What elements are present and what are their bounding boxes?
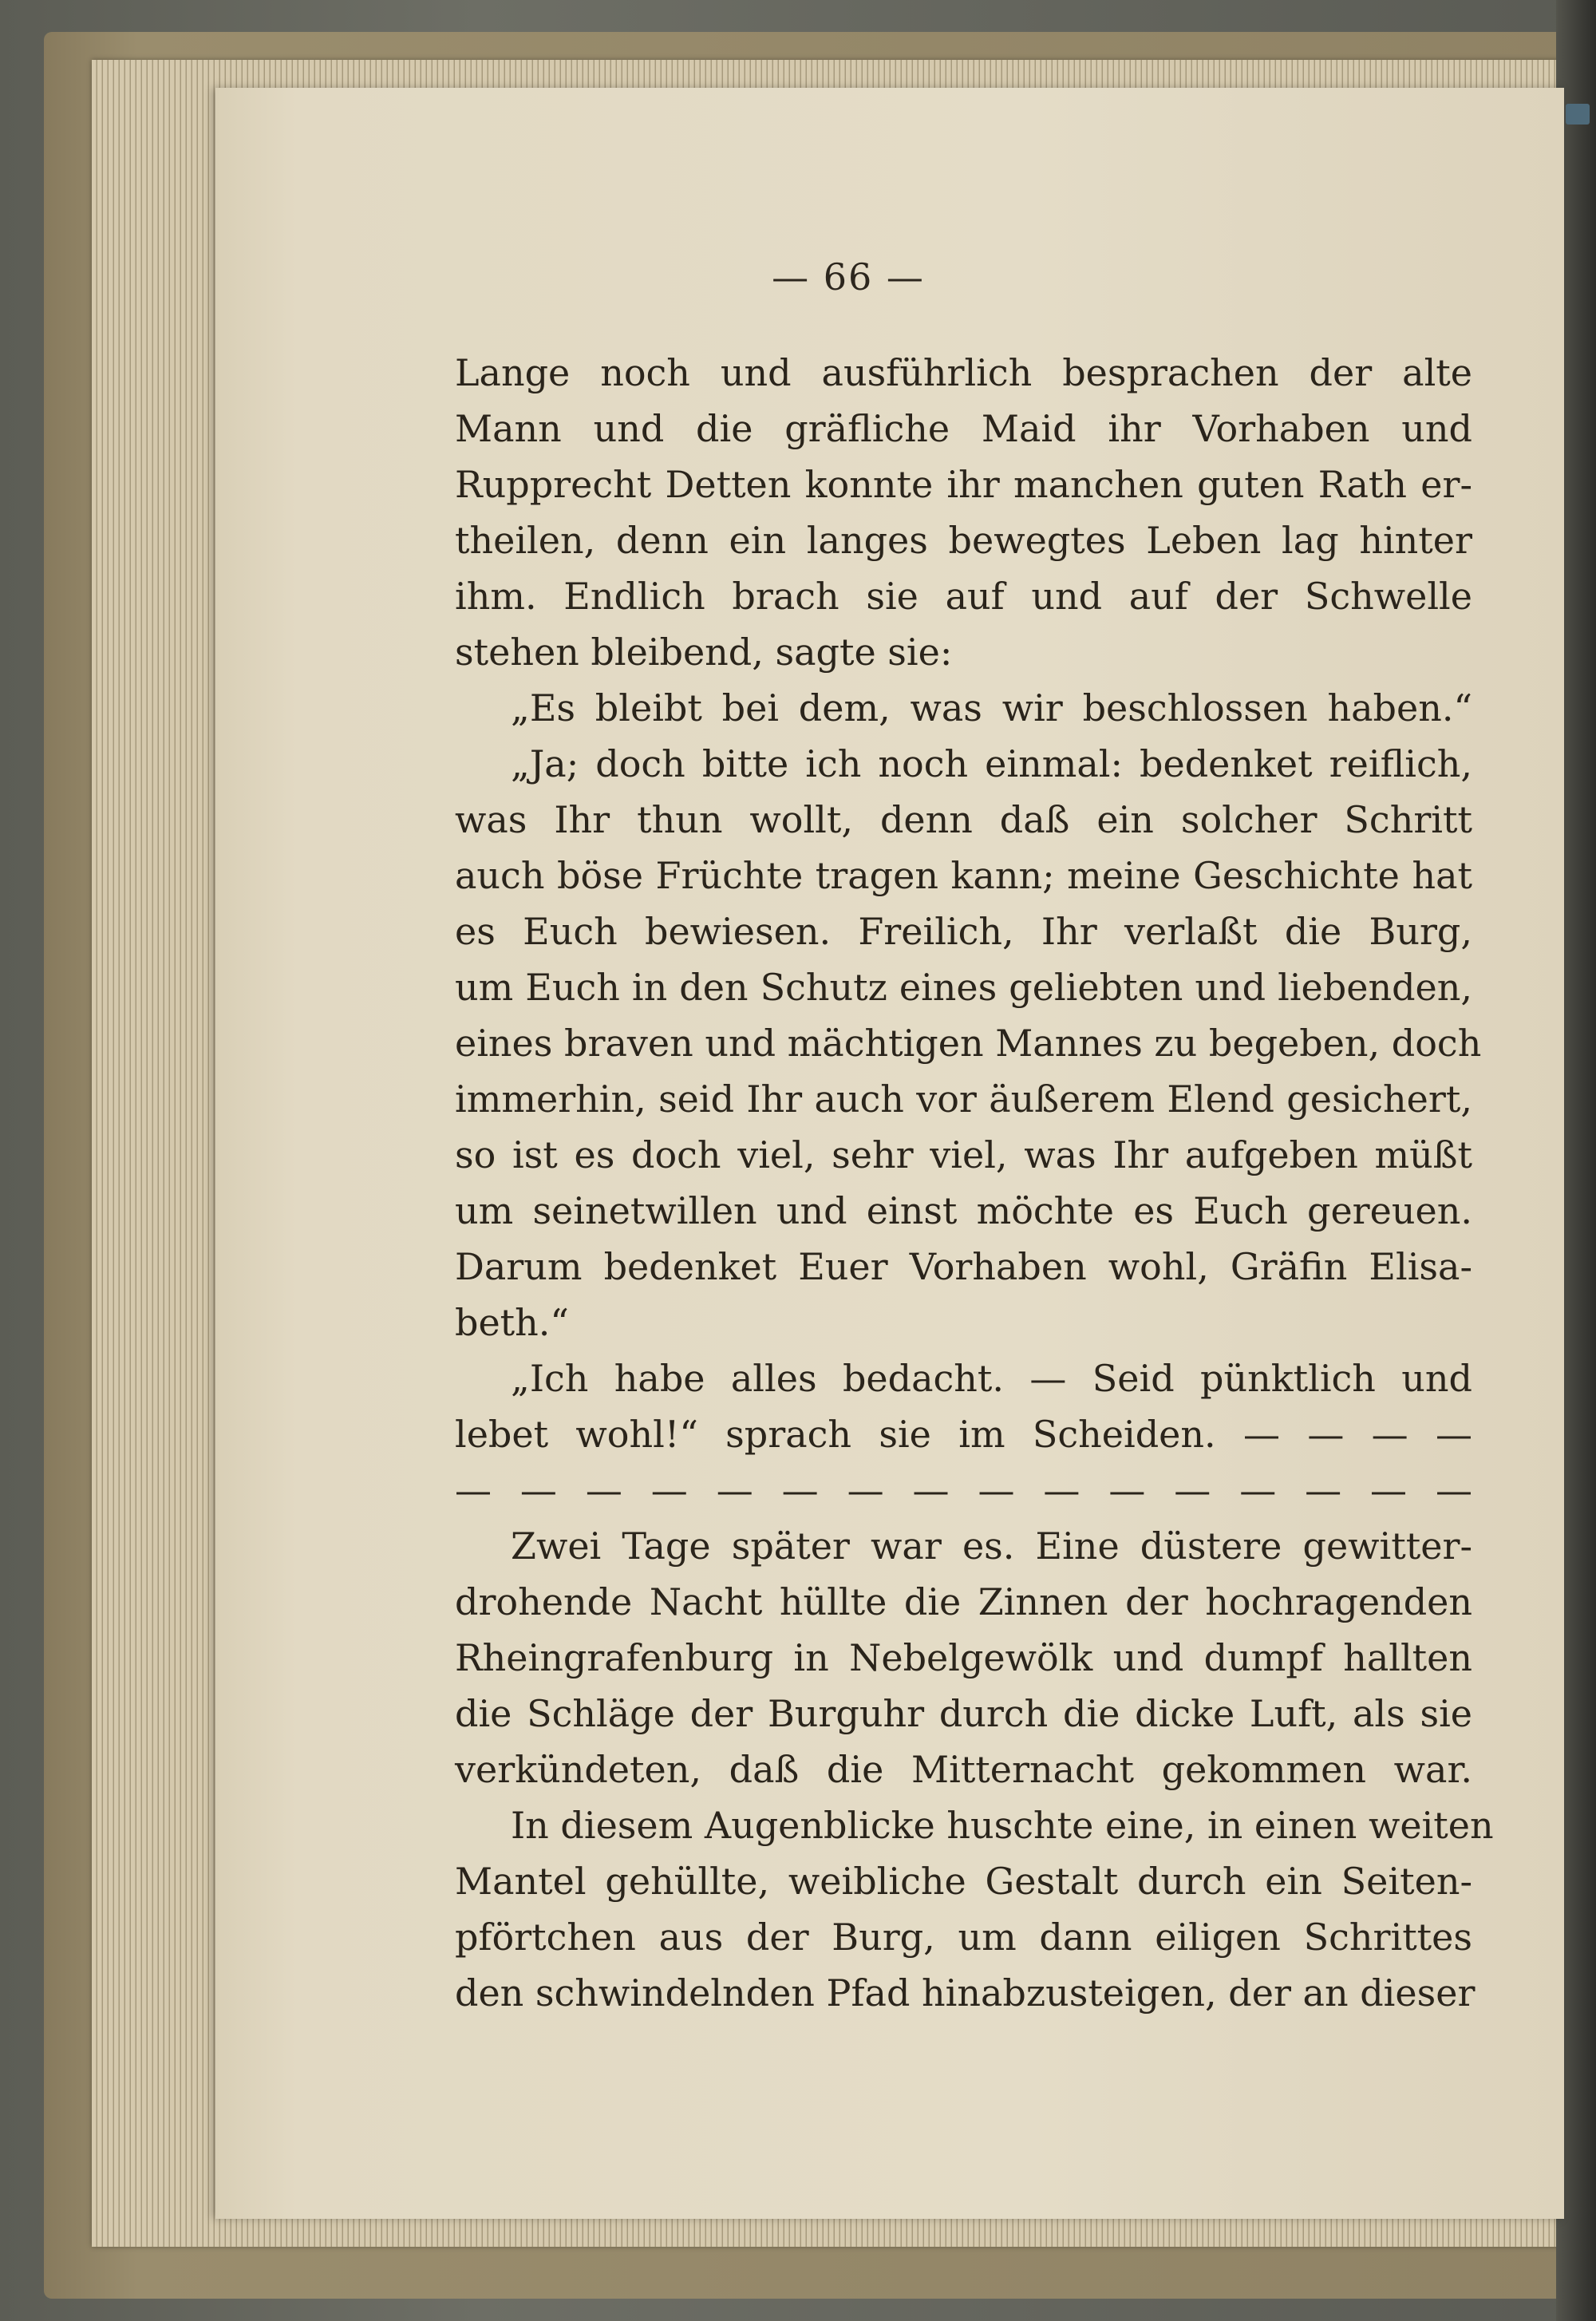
- text-line: den schwindelnden Pfad hinabzusteigen, der an dieser: [455, 1971, 1476, 2015]
- text-line: „Ja; doch bitte ich noch einmal: bedenket reiflich,: [511, 742, 1472, 785]
- text-line: pförtchen aus der Burg, um dann eiligen Schrittes: [455, 1916, 1472, 1959]
- text-line: beth.“: [455, 1301, 569, 1344]
- text-line: Rupprecht Detten konnte ihr manchen guten Rath er-: [455, 463, 1472, 506]
- separator-dashes: — — — — — — — — — — — — — — — —: [455, 1469, 1472, 1512]
- text-line: die Schläge der Burguhr durch die dicke Luft, als sie: [455, 1692, 1472, 1735]
- text-line: Darum bedenket Euer Vorhaben wohl, Gräfin Elisa-: [455, 1245, 1472, 1288]
- text-line: verkündeten, daß die Mitternacht gekommen war.: [455, 1748, 1472, 1791]
- text-line: eines braven und mächtigen Mannes zu begeben, doch: [455, 1022, 1482, 1065]
- text-line: was Ihr thun wollt, denn daß ein solcher Schritt: [455, 798, 1472, 841]
- text-line: ihm. Endlich brach sie auf und auf der Schwelle: [455, 575, 1472, 618]
- text-line: Lange noch und ausführlich besprachen der alte: [455, 351, 1472, 394]
- text-line: theilen, denn ein langes bewegtes Leben lag hinter: [455, 519, 1472, 562]
- page-number: — 66 —: [772, 255, 925, 299]
- text-line: stehen bleibend, sagte sie:: [455, 631, 953, 674]
- text-line: lebet wohl!“ sprach sie im Scheiden. — — — —: [455, 1413, 1472, 1456]
- text-line: Mantel gehüllte, weibliche Gestalt durch ein Seiten-: [455, 1860, 1472, 1903]
- text-line: um Euch in den Schutz eines geliebten und liebenden,: [455, 966, 1472, 1009]
- text-line: um seinetwillen und einst möchte es Euch gereuen.: [455, 1189, 1472, 1232]
- text-line: In diesem Augenblicke huschte eine, in einen weiten: [511, 1804, 1494, 1847]
- text-line: „Ich habe alles bedacht. — Seid pünktlich und: [511, 1357, 1472, 1400]
- text-line: Zwei Tage später war es. Eine düstere gewitter-: [511, 1524, 1472, 1568]
- text-line: drohende Nacht hüllte die Zinnen der hochragenden: [455, 1580, 1472, 1623]
- text-line: es Euch bewiesen. Freilich, Ihr verlaßt die Burg,: [455, 910, 1472, 953]
- text-line: „Es bleibt bei dem, was wir beschlossen haben.“: [511, 686, 1472, 730]
- spine-label: [1566, 104, 1590, 125]
- text-line: immerhin, seid Ihr auch vor äußerem Elend gesichert,: [455, 1077, 1472, 1121]
- text-line: Mann und die gräfliche Maid ihr Vorhaben und: [455, 407, 1472, 450]
- text-line: Rheingrafenburg in Nebelgewölk und dumpf hallten: [455, 1636, 1472, 1679]
- text-line: so ist es doch viel, sehr viel, was Ihr aufgeben müßt: [455, 1133, 1472, 1176]
- text-line: auch böse Früchte tragen kann; meine Geschichte hat: [455, 854, 1472, 897]
